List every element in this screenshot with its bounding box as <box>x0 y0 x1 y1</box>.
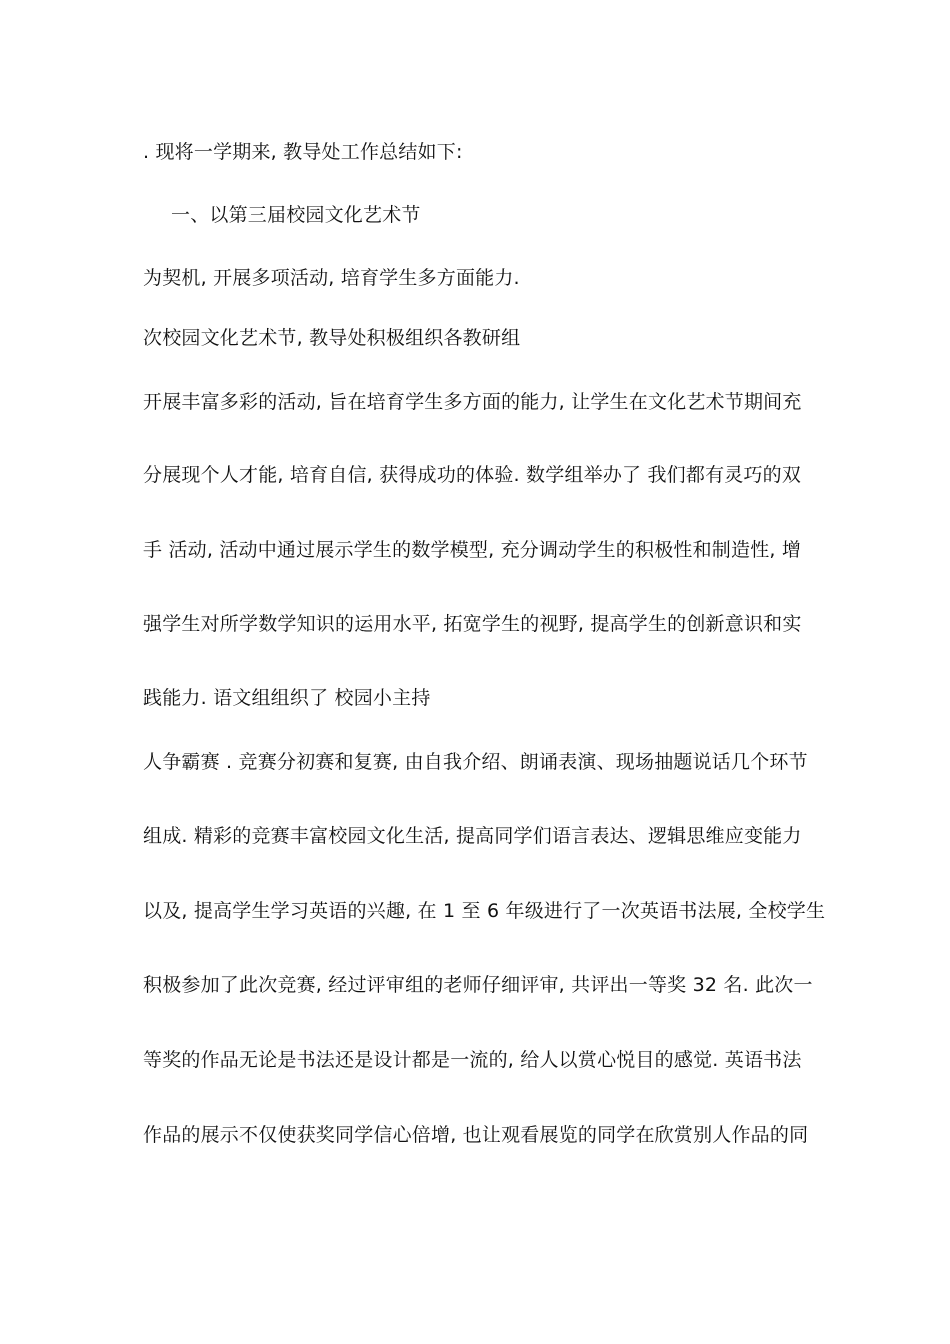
text-line-13: 积极参加了此次竞赛, 经过评审组的老师仔细评审, 共评出一等奖 32 名. 此次一 <box>143 974 813 996</box>
text-line-10: 人争霸赛 . 竞赛分初赛和复赛, 由自我介绍、朗诵表演、现场抽题说话几个环节 <box>143 751 808 773</box>
text-line-7: 手 活动, 活动中通过展示学生的数学模型, 充分调动学生的积极性和制造性, 增 <box>143 539 802 561</box>
text-line-9: 践能力. 语文组组织了 校园小主持 <box>143 687 431 709</box>
text-line-11: 组成. 精彩的竞赛丰富校园文化生活, 提高同学们语言表达、逻辑思维应变能力 <box>143 825 802 847</box>
section-heading: 一、以第三届校园文化艺术节 <box>171 204 421 226</box>
text-line-4: 次校园文化艺术节, 教导处积极组织各教研组 <box>143 327 521 349</box>
text-line-3: 为契机, 开展多项活动, 培育学生多方面能力. <box>143 267 520 289</box>
text-line-8: 强学生对所学数学知识的运用水平, 拓宽学生的视野, 提高学生的创新意识和实 <box>143 613 802 635</box>
text-line-12: 以及, 提高学生学习英语的兴趣, 在 1 至 6 年级进行了一次英语书法展, 全校学生 <box>143 900 826 922</box>
text-line-14: 等奖的作品无论是书法还是设计都是一流的, 给人以赏心悦目的感觉. 英语书法 <box>143 1049 802 1071</box>
text-line-15: 作品的展示不仅使获奖同学信心倍增, 也让观看展览的同学在欣赏别人作品的同 <box>143 1124 809 1146</box>
text-line-1: . 现将一学期来, 教导处工作总结如下: <box>143 141 463 163</box>
text-line-5: 开展丰富多彩的活动, 旨在培育学生多方面的能力, 让学生在文化艺术节期间充 <box>143 391 802 413</box>
text-line-6: 分展现个人才能, 培育自信, 获得成功的体验. 数学组举办了 我们都有灵巧的双 <box>143 464 802 486</box>
